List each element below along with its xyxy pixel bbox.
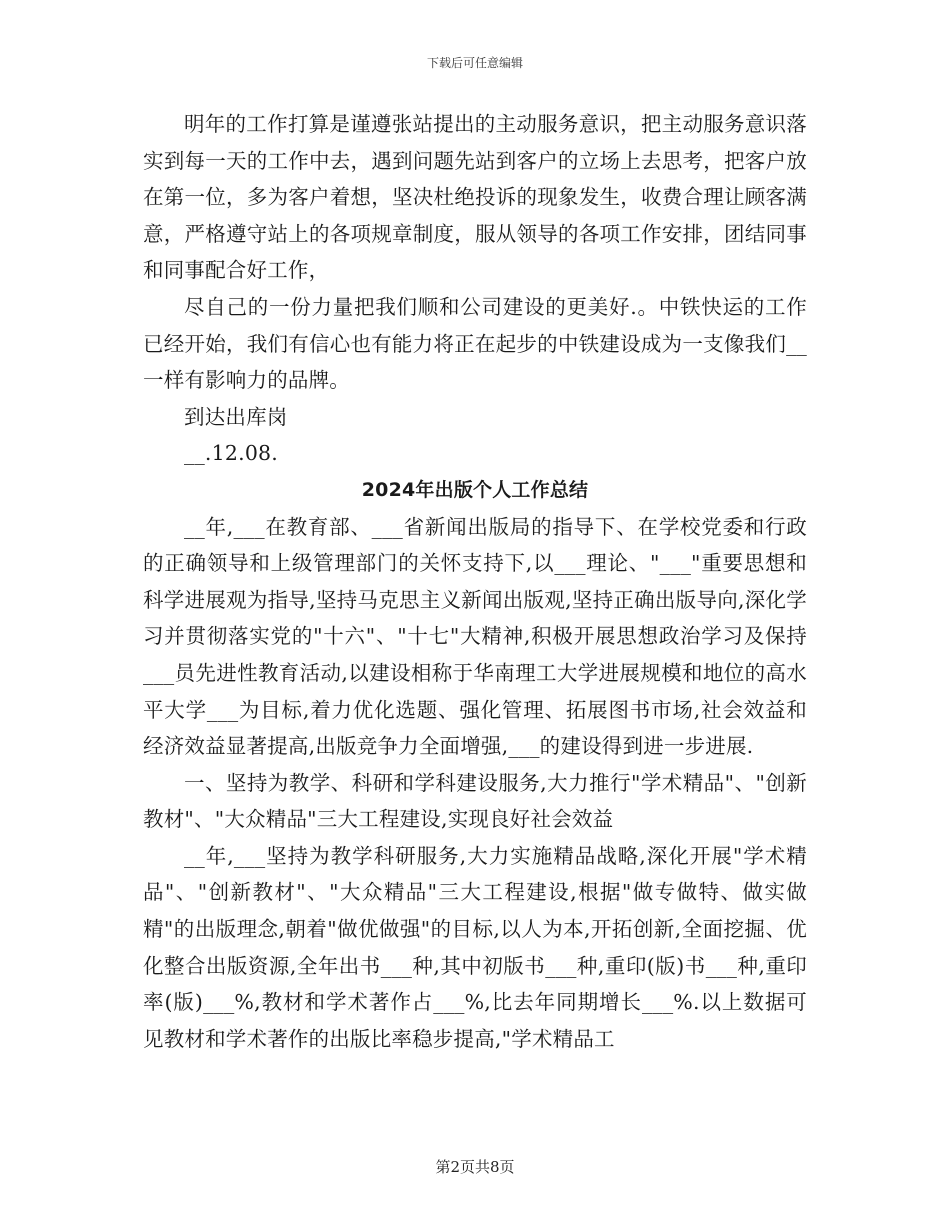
paragraph-company-goal: 尽自己的一份力量把我们顺和公司建设的更美好.。中铁快运的工作已经开始，我们有信心也有能力将正在起步的中铁建设成为一支像我们__一样有影响力的品牌。 <box>143 294 807 393</box>
section-title: 2024年出版个人工作总结 <box>361 478 589 501</box>
page-header: 下载后可任意编辑 <box>426 56 523 70</box>
paragraph-work-plan: 明年的工作打算是谨遵张站提出的主动服务意识，把主动服务意识落实到每一天的工作中去，遇到问题先站到客户的立场上去思考，把客户放在第一位，多为客户着想，坚决杜绝投诉的现象发生，收费合理让顾客满意，严格遵守站上的各项规章制度，服从领导的各项工作安排，团结同事和同事配合好工作， <box>143 112 807 283</box>
document-body <box>143 106 807 1057</box>
page-footer: 第2页共8页 <box>435 1158 515 1176</box>
paragraph-section-heading-1: 一、坚持为教学、科研和学科建设服务,大力推行"学术精品"、"创新教材"、"大众精品"三大工程建设,实现良好社会效益 <box>143 770 807 832</box>
paragraph-signature-post: 到达出库岗 <box>184 404 288 429</box>
paragraph-publishing-stats: __年,___坚持为教学科研服务,大力实施精品战略,深化开展"学术精品"、"创新教材"、"大众精品"三大工程建设,根据"做专做特、做实做精"的出版理念,朝着"做优做强"的目标,以人为本,开拓创新,全面挖掘、优化整合出版资源,全年出书___种,其中初版书___种,重印(版)书___种,重印率(版)___%,教材和学术著作占___%,比去年同期增长___%.以上数据可见教材和学术著作的出版比率稳步提高,"学术精品工 <box>143 843 807 1051</box>
paragraph-signature-date: __.12.08. <box>184 441 279 466</box>
paragraph-summary-intro: __年,___在教育部、___省新闻出版局的指导下、在学校党委和行政的正确领导和上级管理部门的关怀支持下,以___理论、"___"重要思想和科学进展观为指导,坚持马克思主义新闻出版观,坚持正确出版导向,深化学习并贯彻落实党的"十六"、"十七"大精神,积极开展思想政治学习及保持___员先进性教育活动,以建设相称于华南理工大学进展规模和地位的高水平大学___为目标,着力优化选题、强化管理、拓展图书市场,社会效益和经济效益显著提高,出版竞争力全面增强,___的建设得到进一步进展. <box>143 514 807 759</box>
